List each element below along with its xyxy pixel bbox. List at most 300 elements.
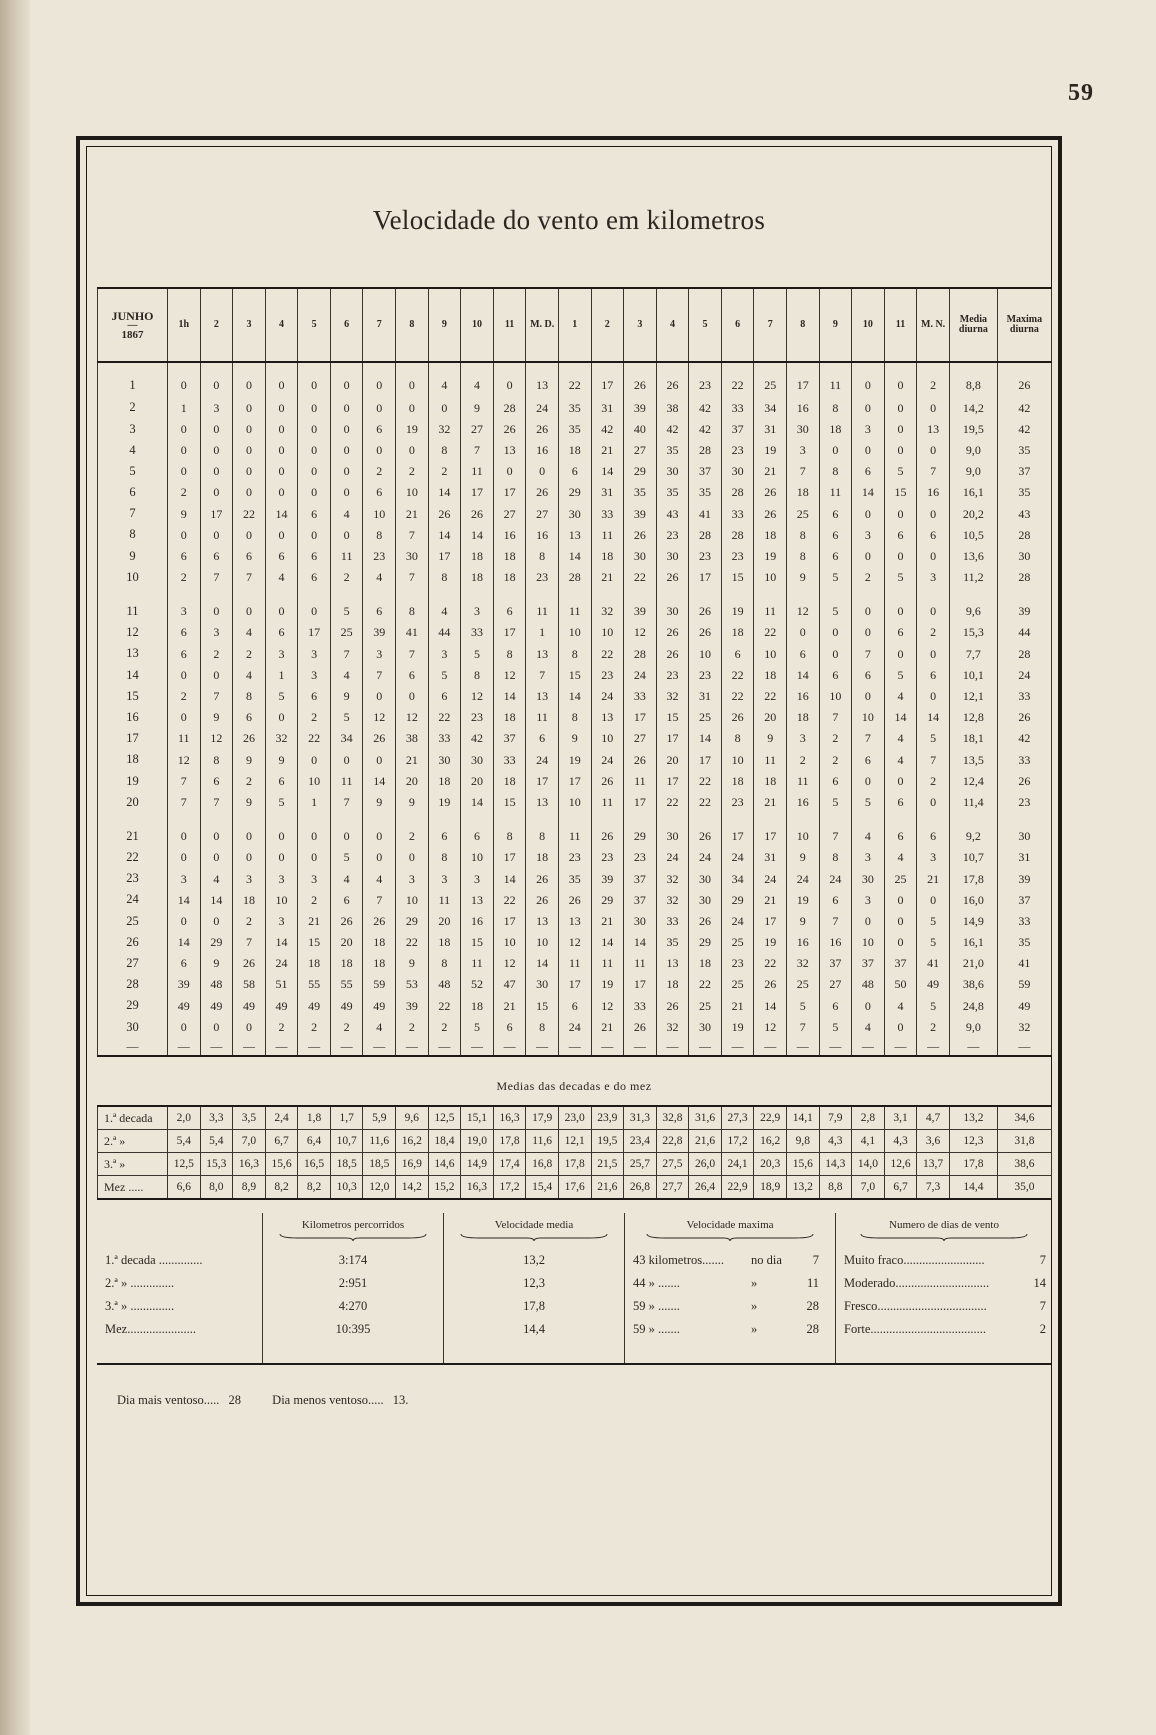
hour-value-cell: 14 [786,664,819,685]
hour-value-cell: 0 [168,664,201,685]
hour-value-cell: 33 [624,685,657,706]
medias-value-cell: 17,6 [558,1176,591,1200]
hour-value-cell: 9 [265,749,298,770]
media-diurna-cell: 9,0 [949,1016,997,1037]
hour-value-cell: 7 [819,826,852,847]
hour-value-cell: 26 [689,826,722,847]
medias-value-cell: 32,8 [656,1106,689,1130]
hour-value-cell: 49 [363,995,396,1016]
hour-value-cell: 24 [526,397,559,418]
hour-value-cell: 0 [233,362,266,397]
hour-value-cell: 13 [917,418,950,439]
day-cell: 9 [98,545,168,566]
hour-value-cell: 17 [558,974,591,995]
dash-cell: — [949,1037,997,1056]
hour-value-cell: 9 [330,685,363,706]
hour-value-cell: 32 [428,418,461,439]
hour-value-cell: 10 [689,643,722,664]
hour-value-cell: 0 [852,397,885,418]
hour-value-cell: 23 [656,524,689,545]
gap-cell [493,588,526,601]
day-cell: 16 [98,707,168,728]
header-maxima-diurna: Maxima diurna [997,288,1051,362]
hour-value-cell: 20 [428,910,461,931]
hour-value-cell: 0 [298,826,331,847]
summary-row-label: 2.ª » .............. [105,1276,175,1290]
medias-value-cell: 15,3 [200,1153,233,1176]
hour-value-cell: 35 [558,418,591,439]
hour-value-cell: 0 [298,397,331,418]
hour-value-cell: 26 [591,826,624,847]
hour-value-cell: 17 [786,362,819,397]
hour-value-cell: 0 [200,601,233,622]
hour-value-cell: 30 [624,545,657,566]
hour-value-cell: 13 [558,524,591,545]
maxima-diurna-cell: 44 [997,622,1051,643]
km-value: 2:951 [338,1276,368,1290]
hour-value-cell: 18 [428,770,461,791]
vm-value: 14,4 [523,1322,545,1336]
hour-value-cell: 19 [396,418,429,439]
hour-value-cell: 0 [330,439,363,460]
hour-value-cell: 6 [363,418,396,439]
hour-value-cell: 28 [689,439,722,460]
hour-value-cell: 4 [852,1016,885,1037]
hour-value-cell: 7 [819,707,852,728]
hour-value-cell: 6 [461,826,494,847]
media-diurna-cell: 12,8 [949,707,997,728]
hour-value-cell: 3 [233,868,266,889]
hour-value-cell: 0 [917,601,950,622]
hour-value-cell: 18 [786,482,819,503]
dash-cell: — [298,1037,331,1056]
hour-value-cell: 0 [168,418,201,439]
hour-value-cell: 9 [754,728,787,749]
hour-value-cell: 8 [428,847,461,868]
hour-value-cell: 25 [786,503,819,524]
hour-value-cell: 4 [884,749,917,770]
hour-value-cell: 15 [461,932,494,953]
hour-value-cell: 26 [656,643,689,664]
hour-value-cell: 32 [656,889,689,910]
hour-value-cell: 4 [428,362,461,397]
hour-value-cell: 35 [689,482,722,503]
hour-value-cell: 0 [200,1016,233,1037]
hour-value-cell: 6 [233,545,266,566]
hour-value-cell: 42 [461,728,494,749]
hour-value-cell: 3 [363,643,396,664]
medias-value-cell: 17,4 [493,1153,526,1176]
table-row [98,889,1052,910]
hour-value-cell: 23 [558,847,591,868]
table-row [98,953,1052,974]
hour-value-cell: 23 [591,664,624,685]
hour-value-cell: 6 [819,995,852,1016]
hour-value-cell: 11 [428,889,461,910]
hour-value-cell: 3 [852,847,885,868]
hour-value-cell: 25 [721,932,754,953]
hour-value-cell: 27 [624,728,657,749]
table-row [98,974,1052,995]
table-row [98,622,1052,643]
medias-value-cell: 21,6 [689,1130,722,1153]
hour-value-cell: 37 [721,418,754,439]
maxima-diurna-cell: 28 [997,567,1051,588]
hour-value-cell: 12 [168,749,201,770]
media-diurna-cell: 17,8 [949,868,997,889]
hour-value-cell: 0 [493,362,526,397]
nd-line [836,1318,1052,1341]
hour-value-cell: 4 [884,685,917,706]
hour-value-cell: 7 [396,567,429,588]
media-diurna-cell: 10,1 [949,664,997,685]
hour-value-cell: 14 [200,889,233,910]
hour-value-cell: 0 [852,995,885,1016]
hour-value-cell: 0 [493,461,526,482]
gap-cell [786,813,819,826]
hour-value-cell: 9 [363,791,396,812]
hour-value-cell: 0 [363,685,396,706]
gap-cell [656,588,689,601]
medias-value-cell: 26,8 [624,1176,657,1200]
hour-value-cell: 33 [624,995,657,1016]
hour-value-cell: 18 [493,770,526,791]
hour-value-cell: 4 [330,868,363,889]
hour-value-cell: 21 [493,995,526,1016]
hour-value-cell: 0 [265,397,298,418]
table-row [98,664,1052,685]
hour-value-cell: 21 [591,439,624,460]
hour-value-cell: 0 [917,685,950,706]
hour-value-cell: 21 [591,1016,624,1037]
hour-value-cell: 0 [200,418,233,439]
dash-cell: — [265,1037,298,1056]
maxima-diurna-cell: 28 [997,524,1051,545]
gap-cell [754,813,787,826]
hour-value-cell: 4 [884,995,917,1016]
hour-value-cell: 2 [917,1016,950,1037]
hour-value-cell: 0 [200,910,233,931]
hour-value-cell: 30 [689,889,722,910]
hour-value-cell: 39 [363,622,396,643]
vx-kilometros: 59 » ....... [633,1322,680,1336]
hour-value-cell: 18 [233,889,266,910]
medias-row [98,1106,1052,1130]
hour-value-cell: 49 [917,974,950,995]
table-body [98,362,1052,1056]
hour-value-cell: 2 [168,567,201,588]
day-cell: 30 [98,1016,168,1037]
hour-value-cell: 26 [624,749,657,770]
dash-cell: — [656,1037,689,1056]
hour-value-cell: 0 [884,643,917,664]
hour-value-cell: 4 [330,664,363,685]
medias-value-cell: 14,6 [428,1153,461,1176]
hour-value-cell: 7 [363,664,396,685]
hour-value-cell: 6 [819,889,852,910]
maxima-diurna-cell: 39 [997,601,1051,622]
hour-value-cell: 10 [396,889,429,910]
medias-value-cell: 12,1 [558,1130,591,1153]
hour-value-cell: 3 [917,567,950,588]
nd-line [836,1272,1052,1295]
hour-value-cell: 26 [363,728,396,749]
hour-value-cell: 16 [786,932,819,953]
hour-value-cell: 32 [786,953,819,974]
gap-cell [428,813,461,826]
hour-value-cell: 20 [656,749,689,770]
hour-value-cell: 0 [884,770,917,791]
hour-value-cell: 2 [168,685,201,706]
medias-value-cell: 15,4 [526,1176,559,1200]
hour-value-cell: 37 [852,953,885,974]
hour-value-cell: 10 [591,622,624,643]
hour-value-cell: 7 [330,791,363,812]
hour-value-cell: 18 [754,770,787,791]
hour-value-cell: 0 [526,461,559,482]
hour-value-cell: 18 [493,567,526,588]
hour-value-cell: 3 [265,910,298,931]
hour-value-cell: 9 [396,791,429,812]
header-hour: 3 [624,288,657,362]
hour-value-cell: 17 [754,826,787,847]
media-diurna-cell: 12,4 [949,770,997,791]
hour-value-cell: 2 [852,567,885,588]
hour-value-cell: 6 [917,664,950,685]
hour-value-cell: 3 [461,601,494,622]
hour-value-cell: 5 [884,567,917,588]
hour-value-cell: 22 [689,791,722,812]
hour-value-cell: 59 [363,974,396,995]
header-hour: 4 [265,288,298,362]
hour-value-cell: 18 [591,545,624,566]
medias-value-cell: 22,9 [721,1176,754,1200]
hour-value-cell: 0 [233,482,266,503]
hour-value-cell: 5 [917,728,950,749]
hour-value-cell: 29 [624,461,657,482]
hour-value-cell: 23 [461,707,494,728]
hour-value-cell: 4 [330,503,363,524]
hour-value-cell: 0 [200,664,233,685]
hour-value-cell: 0 [298,461,331,482]
hour-value-cell: 3 [852,524,885,545]
hour-value-cell: 16 [786,685,819,706]
hour-value-cell: 27 [493,503,526,524]
hour-value-cell: 4 [200,868,233,889]
hour-value-cell: 55 [298,974,331,995]
hour-value-cell: 6 [819,545,852,566]
hour-value-cell: 9 [233,749,266,770]
hour-value-cell: 11 [754,601,787,622]
hour-value-cell: 8 [786,545,819,566]
medias-value-cell: 1,7 [330,1106,363,1130]
hour-value-cell: 11 [526,707,559,728]
hour-value-cell: 9 [786,847,819,868]
medias-value-cell: 2,0 [168,1106,201,1130]
summary-row-label: Mez...................... [105,1322,196,1336]
hour-value-cell: 9 [461,397,494,418]
hour-value-cell: 0 [265,847,298,868]
hour-value-cell: 30 [656,461,689,482]
hour-value-cell: 6 [298,545,331,566]
hour-value-cell: 1 [168,397,201,418]
hour-value-cell: 7 [526,664,559,685]
header-hour: 5 [689,288,722,362]
header-hour: 7 [754,288,787,362]
medias-value-cell: 27,3 [721,1106,754,1130]
hour-value-cell: 5 [330,847,363,868]
hour-value-cell: 24 [819,868,852,889]
hour-value-cell: 0 [200,826,233,847]
hour-value-cell: 2 [233,910,266,931]
hour-value-cell: 13 [526,643,559,664]
hour-value-cell: 6 [917,826,950,847]
gap-cell [884,588,917,601]
nd-category: Forte..................................... [844,1322,987,1336]
medias-value-cell: 31,6 [689,1106,722,1130]
medias-value-cell: 3,6 [917,1130,950,1153]
hour-value-cell: 26 [558,889,591,910]
hour-value-cell: 2 [819,749,852,770]
hour-value-cell: 0 [330,418,363,439]
hour-value-cell: 8 [461,664,494,685]
numero-dias-column [835,1213,1052,1363]
media-diurna-cell: 13,6 [949,545,997,566]
day-cell: 29 [98,995,168,1016]
medias-value-cell: 6,6 [168,1176,201,1200]
medias-value-cell: 18,9 [754,1176,787,1200]
hour-value-cell: 5 [917,932,950,953]
gap-cell [168,588,201,601]
hour-value-cell: 18 [721,770,754,791]
hour-value-cell: 29 [624,826,657,847]
table-row [98,439,1052,460]
hour-value-cell: 14 [168,889,201,910]
hour-value-cell: 6 [852,664,885,685]
hour-value-cell: 3 [396,868,429,889]
dia-mais-ventoso-value: 28 [228,1393,242,1407]
hour-value-cell: 8 [200,749,233,770]
dia-mais-ventoso-label: Dia mais ventoso..... [117,1393,220,1407]
header-hour: 10 [461,288,494,362]
hour-value-cell: 13 [591,707,624,728]
hour-value-cell: 10 [819,685,852,706]
medias-value-cell: 16,3 [493,1106,526,1130]
hour-value-cell: 33 [591,503,624,524]
hour-value-cell: 14 [917,707,950,728]
hour-value-cell: 30 [852,868,885,889]
hour-value-cell: 2 [233,770,266,791]
hour-value-cell: 32 [656,868,689,889]
medias-media-cell: 12,3 [949,1130,997,1153]
dash-cell: — [233,1037,266,1056]
hour-value-cell: 0 [330,461,363,482]
hour-value-cell: 7 [819,910,852,931]
hour-value-cell: 0 [168,910,201,931]
table-row [98,362,1052,397]
medias-value-cell: 20,3 [754,1153,787,1176]
header-hour: 5 [298,288,331,362]
hour-value-cell: 14 [558,545,591,566]
day-cell: 24 [98,889,168,910]
media-diurna-cell: 9,6 [949,601,997,622]
gap-cell [591,588,624,601]
hour-value-cell: 42 [591,418,624,439]
hour-value-cell: 6 [200,770,233,791]
hour-value-cell: 21 [754,889,787,910]
maxima-diurna-cell: 30 [997,545,1051,566]
hour-value-cell: 53 [396,974,429,995]
hour-value-cell: 5 [330,707,363,728]
hour-value-cell: 25 [689,707,722,728]
gap-cell [949,588,997,601]
nd-count: 7 [1039,1299,1046,1313]
hour-value-cell: 26 [493,418,526,439]
hour-value-cell: 5 [852,791,885,812]
hour-value-cell: 2 [298,707,331,728]
hour-value-cell: 0 [884,601,917,622]
hour-value-cell: 7 [852,728,885,749]
hour-value-cell: 8 [363,524,396,545]
day-cell: 8 [98,524,168,545]
medias-value-cell: 7,0 [233,1130,266,1153]
hour-value-cell: 17 [558,770,591,791]
hour-value-cell: 25 [786,974,819,995]
medias-value-cell: 8,9 [233,1176,266,1200]
medias-value-cell: 18,5 [330,1153,363,1176]
hour-value-cell: 20 [754,707,787,728]
hour-value-cell: 0 [265,482,298,503]
hour-value-cell: 0 [363,826,396,847]
hour-value-cell: 18 [363,953,396,974]
hour-value-cell: 18 [428,932,461,953]
hour-value-cell: 49 [168,995,201,1016]
maxima-diurna-cell: 41 [997,953,1051,974]
medias-value-cell: 17,2 [721,1130,754,1153]
table-row [98,749,1052,770]
hour-value-cell: 30 [461,749,494,770]
velocidade-maxima-title: Velocidade maxima [686,1219,774,1231]
hour-value-cell: 49 [330,995,363,1016]
hour-value-cell: 0 [852,770,885,791]
hour-value-cell: 41 [917,953,950,974]
gap-cell [591,813,624,826]
vx-line [625,1318,835,1341]
hour-value-cell: 4 [852,826,885,847]
gap-cell [396,813,429,826]
hour-value-cell: 0 [233,524,266,545]
hour-value-cell: 2 [786,749,819,770]
hour-value-cell: 18 [461,567,494,588]
hour-value-cell: 17 [624,707,657,728]
kilometros-percorridos-column [262,1213,443,1363]
day-cell: 12 [98,622,168,643]
hour-value-cell: 0 [298,439,331,460]
hour-value-cell: 7 [200,685,233,706]
hour-value-cell: 11 [558,953,591,974]
medias-value-cell: 10,7 [330,1130,363,1153]
hour-value-cell: 16 [786,397,819,418]
velocidade-media-title: Velocidade media [494,1219,574,1231]
day-cell: 10 [98,567,168,588]
hour-value-cell: 39 [168,974,201,995]
hour-value-cell: 5 [819,1016,852,1037]
hour-value-cell: 21 [754,791,787,812]
medias-media-cell: 14,4 [949,1176,997,1200]
hour-value-cell: 7 [363,889,396,910]
hour-value-cell: 37 [884,953,917,974]
hour-value-cell: 17 [200,503,233,524]
